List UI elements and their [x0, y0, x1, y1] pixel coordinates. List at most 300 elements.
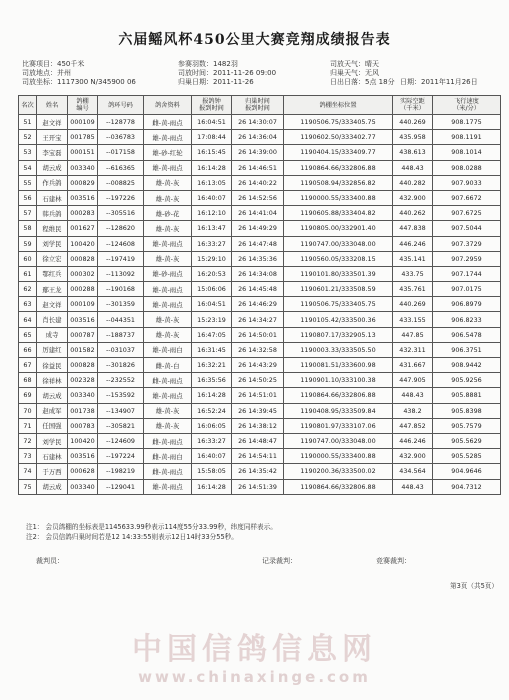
table-cell: 000783: [68, 418, 98, 433]
table-cell: 906.8233: [433, 312, 501, 327]
table-cell: 907.6725: [433, 206, 501, 221]
column-header: 鸽棚 编号: [68, 96, 98, 115]
table-cell: 赵文祥: [37, 115, 68, 130]
table-cell: 16:15:45: [192, 145, 232, 160]
table-cell: 907.1744: [433, 266, 501, 281]
table-cell: 26 14:52:56: [232, 190, 284, 205]
table-cell: 16:47:05: [192, 327, 232, 342]
table-cell: 68: [19, 373, 37, 388]
table-cell: 1190003.33/333505.50: [284, 342, 393, 357]
table-cell: 刘学民: [37, 236, 68, 251]
table-cell: 907.2959: [433, 251, 501, 266]
table-row: [19, 175, 501, 190]
column-header: 飞行速度 （米/分）: [433, 96, 501, 115]
table-cell: 003340: [68, 388, 98, 403]
table-cell: 16:32:21: [192, 358, 232, 373]
table-cell: 435.761: [393, 282, 433, 297]
table-cell: 448.43: [393, 388, 433, 403]
table-cell: 雄-黄-雨点: [144, 388, 192, 403]
table-cell: 000109: [68, 115, 98, 130]
table-cell: --616365: [98, 160, 144, 175]
table-row: [19, 358, 501, 373]
table-row: [19, 190, 501, 205]
table-cell: 雄-黄-灰: [144, 403, 192, 418]
table-cell: 16:14:28: [192, 388, 232, 403]
table-cell: 石建林: [37, 449, 68, 464]
table-cell: 905.7579: [433, 418, 501, 433]
meta-item: 司放时间：2011-11-26 09:00: [178, 69, 277, 77]
table-cell: 51: [19, 115, 37, 130]
table-cell: 432.900: [393, 190, 433, 205]
table-cell: 26 14:45:48: [232, 282, 284, 297]
table-cell: 26 14:35:36: [232, 251, 284, 266]
table-cell: 1190602.50/333402.77: [284, 130, 393, 145]
table-cell: 1190605.88/333404.82: [284, 206, 393, 221]
table-cell: 75: [19, 479, 37, 494]
table-cell: 001785: [68, 130, 98, 145]
table-cell: --128778: [98, 115, 144, 130]
table-cell: 16:14:28: [192, 479, 232, 494]
table-cell: 448.43: [393, 160, 433, 175]
table-cell: 雌-黄-白: [144, 358, 192, 373]
table-cell: --301826: [98, 358, 144, 373]
table-cell: 000109: [68, 297, 98, 312]
table-cell: 907.9033: [433, 175, 501, 190]
table-cell: 26 14:49:29: [232, 221, 284, 236]
table-cell: 徐祥林: [37, 373, 68, 388]
table-cell: 63: [19, 297, 37, 312]
table-cell: 1190807.17/332905.13: [284, 327, 393, 342]
table-cell: --134907: [98, 403, 144, 418]
table-cell: --198219: [98, 464, 144, 479]
table-cell: 16:04:51: [192, 115, 232, 130]
table-cell: 16:14:28: [192, 160, 232, 175]
table-cell: 雄-砂-红轮: [144, 145, 192, 160]
table-cell: 908.9442: [433, 358, 501, 373]
table-cell: 赵成军: [37, 403, 68, 418]
table-cell: 26 14:51:39: [232, 479, 284, 494]
results-table: [18, 95, 501, 495]
table-cell: 54: [19, 160, 37, 175]
table-cell: 000829: [68, 175, 98, 190]
table-cell: 70: [19, 403, 37, 418]
meta-item: 司放坐标：1117300 N/345900 06: [22, 78, 136, 86]
table-cell: 446.246: [393, 236, 433, 251]
table-row: [19, 327, 501, 342]
table-cell: 002328: [68, 373, 98, 388]
table-row: [19, 236, 501, 251]
table-cell: --153592: [98, 388, 144, 403]
table-cell: 907.6672: [433, 190, 501, 205]
table-row: [19, 145, 501, 160]
table-cell: --129041: [98, 479, 144, 494]
table-cell: 72: [19, 433, 37, 448]
table-cell: 15:06:06: [192, 282, 232, 297]
meta-item: 司放天气：晴天: [330, 60, 379, 68]
table-cell: 62: [19, 282, 37, 297]
table-cell: 徐立宏: [37, 251, 68, 266]
meta-col-3: [330, 60, 395, 87]
table-cell: 胡云成: [37, 160, 68, 175]
table-cell: 447.852: [393, 418, 433, 433]
table-cell: 15:58:05: [192, 464, 232, 479]
meta-col-2: [178, 60, 276, 87]
table-cell: 000302: [68, 266, 98, 281]
table-cell: 003516: [68, 312, 98, 327]
table-cell: 74: [19, 464, 37, 479]
table-cell: 432.900: [393, 449, 433, 464]
watermark-url: www.chinaxinge.com: [138, 668, 371, 686]
table-cell: 003340: [68, 479, 98, 494]
column-header: 归巢时间 报到时间: [232, 96, 284, 115]
column-header: 名次: [19, 96, 37, 115]
table-cell: 雄-黄-灰: [144, 251, 192, 266]
table-cell: 440.262: [393, 206, 433, 221]
table-cell: 刘学民: [37, 433, 68, 448]
table-cell: 447.85: [393, 327, 433, 342]
table-cell: --036783: [98, 130, 144, 145]
table-cell: 26 14:46:51: [232, 160, 284, 175]
table-cell: 100420: [68, 236, 98, 251]
table-cell: 雄-黄-灰: [144, 418, 192, 433]
table-cell: 26 14:48:47: [232, 433, 284, 448]
column-header: 鸽环号码: [98, 96, 144, 115]
table-cell: 26 14:54:11: [232, 449, 284, 464]
table-cell: 000787: [68, 327, 98, 342]
column-header: 姓名: [37, 96, 68, 115]
meta-item: 参赛羽数：1482羽: [178, 60, 238, 68]
table-cell: 16:40:07: [192, 449, 232, 464]
table-cell: 26 14:34:27: [232, 312, 284, 327]
table-cell: 003516: [68, 449, 98, 464]
table-cell: 鄢王龙: [37, 282, 68, 297]
table-cell: 1190864.66/332806.88: [284, 160, 393, 175]
table-cell: 64: [19, 312, 37, 327]
table-cell: 52: [19, 130, 37, 145]
table-cell: 907.3729: [433, 236, 501, 251]
table-cell: 26 14:47:48: [232, 236, 284, 251]
table-cell: 000151: [68, 145, 98, 160]
table-cell: 66: [19, 342, 37, 357]
table-cell: 雄-黄-雨点: [144, 160, 192, 175]
table-cell: 雄-黄-灰: [144, 190, 192, 205]
table-cell: 16:06:05: [192, 418, 232, 433]
table-cell: 26 14:38:12: [232, 418, 284, 433]
table-cell: 1190864.66/332806.88: [284, 388, 393, 403]
table-cell: 53: [19, 145, 37, 160]
table-cell: 906.3751: [433, 342, 501, 357]
table-row: [19, 282, 501, 297]
table-cell: 雄-黄-雨点: [144, 479, 192, 494]
table-cell: 26 14:51:01: [232, 388, 284, 403]
meta-col-1: [22, 60, 136, 87]
table-cell: 成寺: [37, 327, 68, 342]
table-cell: 石建林: [37, 190, 68, 205]
table-cell: 26 14:41:04: [232, 206, 284, 221]
table-cell: --008825: [98, 175, 144, 190]
table-cell: 440.269: [393, 115, 433, 130]
table-cell: 1190200.36/333500.02: [284, 464, 393, 479]
table-row: [19, 403, 501, 418]
table-cell: 000828: [68, 251, 98, 266]
note-2: 注2： 会员信鸽归巢时间若是12 14:33:55则表示12日14时33分55秒。: [26, 533, 238, 541]
table-cell: 1190560.05/333208.15: [284, 251, 393, 266]
table-cell: 王开宝: [37, 130, 68, 145]
table-cell: 胡云成: [37, 388, 68, 403]
table-row: [19, 342, 501, 357]
table-cell: 雄-黄-灰: [144, 327, 192, 342]
table-cell: --044351: [98, 312, 144, 327]
table-cell: 69: [19, 388, 37, 403]
table-row: [19, 266, 501, 281]
column-header: 报鸽钟 报到时间: [192, 96, 232, 115]
table-row: [19, 418, 501, 433]
table-cell: 雌-黄-雨点: [144, 433, 192, 448]
table-cell: 鄂红兵: [37, 266, 68, 281]
table-cell: 26 14:30:07: [232, 115, 284, 130]
table-cell: 26 14:43:29: [232, 358, 284, 373]
report-title: 六届鳐风杯450公里大赛竞翔成绩报告表: [118, 32, 391, 48]
table-cell: 907.5044: [433, 221, 501, 236]
table-cell: 71: [19, 418, 37, 433]
table-cell: 438.2: [393, 403, 433, 418]
table-cell: 58: [19, 221, 37, 236]
table-cell: 胡云成: [37, 479, 68, 494]
table-cell: 1190508.94/332856.82: [284, 175, 393, 190]
table-cell: 雄-黄-雨点: [144, 297, 192, 312]
table-cell: 26 14:39:00: [232, 145, 284, 160]
table-cell: --188737: [98, 327, 144, 342]
table-cell: 1190601.21/333508.59: [284, 282, 393, 297]
table-row: [19, 297, 501, 312]
report-date: 日期：2011年11月26日: [400, 78, 478, 86]
table-cell: 440.269: [393, 297, 433, 312]
table-cell: 1190805.00/332901.40: [284, 221, 393, 236]
table-cell: 57: [19, 206, 37, 221]
table-cell: 905.5629: [433, 433, 501, 448]
page-number: 第3页（共5页）: [450, 582, 498, 590]
table-cell: 雄-黄-雨点: [144, 282, 192, 297]
table-cell: 1190105.42/333500.36: [284, 312, 393, 327]
table-cell: 000283: [68, 206, 98, 221]
table-cell: --301359: [98, 297, 144, 312]
table-cell: 16:20:53: [192, 266, 232, 281]
table-cell: 1190901.10/333100.38: [284, 373, 393, 388]
table-cell: --197226: [98, 190, 144, 205]
table-cell: --124609: [98, 433, 144, 448]
meta-item: 比赛项目：450千米: [22, 60, 85, 68]
table-cell: 16:04:51: [192, 297, 232, 312]
table-cell: 435.141: [393, 251, 433, 266]
table-row: [19, 206, 501, 221]
table-cell: 1190000.55/333400.88: [284, 449, 393, 464]
table-cell: --017158: [98, 145, 144, 160]
table-cell: 16:40:07: [192, 190, 232, 205]
table-cell: 000628: [68, 464, 98, 479]
table-cell: 59: [19, 236, 37, 251]
table-cell: 雄-砂-雨点: [144, 266, 192, 281]
table-cell: 16:52:24: [192, 403, 232, 418]
table-cell: 908.0288: [433, 160, 501, 175]
table-cell: 徐益民: [37, 358, 68, 373]
table-row: [19, 433, 501, 448]
table-cell: 1190506.75/333405.75: [284, 115, 393, 130]
table-row: [19, 221, 501, 236]
table-cell: 26 14:39:45: [232, 403, 284, 418]
table-cell: --031037: [98, 342, 144, 357]
table-cell: 60: [19, 251, 37, 266]
table-row: [19, 130, 501, 145]
table-cell: 程维民: [37, 221, 68, 236]
table-cell: 908.1775: [433, 115, 501, 130]
table-cell: 15:23:19: [192, 312, 232, 327]
table-cell: 65: [19, 327, 37, 342]
table-cell: 17:08:44: [192, 130, 232, 145]
table-cell: 26 14:34:08: [232, 266, 284, 281]
table-cell: 433.155: [393, 312, 433, 327]
table-cell: 26 14:50:01: [232, 327, 284, 342]
table-cell: 001627: [68, 221, 98, 236]
column-header: 鸽舍资料: [144, 96, 192, 115]
table-cell: 000288: [68, 282, 98, 297]
table-cell: 1190747.00/333048.00: [284, 433, 393, 448]
table-cell: 26 14:36:04: [232, 130, 284, 145]
table-cell: 56: [19, 190, 37, 205]
table-cell: 26 14:32:58: [232, 342, 284, 357]
meta-item: 归巢日期：2011-11-26: [178, 78, 254, 86]
table-cell: 1190000.55/333400.88: [284, 190, 393, 205]
table-row: [19, 251, 501, 266]
table-cell: 908.1014: [433, 145, 501, 160]
note-1: 注1： 会员鸽棚的坐标表是1145633.99秒表示114度55分33.99秒，纬度同样表示。: [26, 523, 277, 531]
table-row: [19, 115, 501, 130]
table-cell: 厉建红: [37, 342, 68, 357]
table-cell: 438.613: [393, 145, 433, 160]
table-cell: 003516: [68, 190, 98, 205]
table-cell: 001738: [68, 403, 98, 418]
table-cell: --113092: [98, 266, 144, 281]
table-cell: 1190081.51/333600.98: [284, 358, 393, 373]
table-cell: 61: [19, 266, 37, 281]
table-cell: 003340: [68, 160, 98, 175]
table-row: [19, 464, 501, 479]
table-cell: 16:13:47: [192, 221, 232, 236]
table-row: [19, 388, 501, 403]
table-cell: 905.5285: [433, 449, 501, 464]
table-cell: 904.9646: [433, 464, 501, 479]
table-cell: 908.1191: [433, 130, 501, 145]
table-cell: 雌-黄-雨白: [144, 449, 192, 464]
table-row: [19, 312, 501, 327]
table-cell: 雄-黄-灰: [144, 312, 192, 327]
table-cell: 1190747.00/333048.00: [284, 236, 393, 251]
table-cell: 906.5478: [433, 327, 501, 342]
table-row: [19, 449, 501, 464]
signature-competition-referee: 竞赛裁判：: [376, 557, 411, 565]
table-cell: 1190506.75/333405.75: [284, 297, 393, 312]
table-cell: 434.564: [393, 464, 433, 479]
table-cell: 905.8398: [433, 403, 501, 418]
table-cell: 1190864.66/332806.88: [284, 479, 393, 494]
table-cell: 肖长建: [37, 312, 68, 327]
table-cell: 1190101.80/333501.39: [284, 266, 393, 281]
table-cell: --305821: [98, 418, 144, 433]
table-row: [19, 373, 501, 388]
table-row: [19, 479, 501, 494]
table-cell: --197224: [98, 449, 144, 464]
table-cell: 000828: [68, 358, 98, 373]
table-cell: 447.838: [393, 221, 433, 236]
column-header: 鸽棚坐标位置: [284, 96, 393, 115]
table-cell: 雌-黄-雨点: [144, 373, 192, 388]
table-cell: 1190404.15/333409.77: [284, 145, 393, 160]
meta-item: 司放地点：并州: [22, 69, 71, 77]
table-cell: 100420: [68, 433, 98, 448]
signature-record-referee: 记录裁判：: [262, 557, 297, 565]
table-cell: 雄-砂-花: [144, 206, 192, 221]
table-cell: 16:35:56: [192, 373, 232, 388]
meta-item: 日出日落：5点 18分: [330, 78, 395, 86]
table-cell: 任国强: [37, 418, 68, 433]
table-cell: 55: [19, 175, 37, 190]
table-cell: 15:29:10: [192, 251, 232, 266]
table-cell: 16:31:45: [192, 342, 232, 357]
table-cell: 26 14:46:29: [232, 297, 284, 312]
table-cell: 001582: [68, 342, 98, 357]
table-cell: 905.9256: [433, 373, 501, 388]
table-cell: --124608: [98, 236, 144, 251]
table-cell: 赵文祥: [37, 297, 68, 312]
table-cell: 906.8979: [433, 297, 501, 312]
table-cell: --197419: [98, 251, 144, 266]
table-row: [19, 160, 501, 175]
table-cell: 雄-黄-雨白: [144, 342, 192, 357]
table-cell: 1190801.97/333107.06: [284, 418, 393, 433]
table-cell: 432.311: [393, 342, 433, 357]
table-cell: 431.667: [393, 358, 433, 373]
table-cell: 904.7312: [433, 479, 501, 494]
table-cell: 李宝磊: [37, 145, 68, 160]
column-header: 实际空距 （千米）: [393, 96, 433, 115]
table-cell: 韩兵鸽: [37, 206, 68, 221]
table-cell: 16:33:27: [192, 433, 232, 448]
table-cell: 26 14:50:25: [232, 373, 284, 388]
table-cell: 雄-黄-灰: [144, 221, 192, 236]
table-cell: 907.0175: [433, 282, 501, 297]
table-cell: 73: [19, 449, 37, 464]
table-body: [19, 115, 501, 495]
table-cell: 作兵鸽: [37, 175, 68, 190]
table-cell: --305516: [98, 206, 144, 221]
table-cell: 雄-黄-雨点: [144, 130, 192, 145]
table-cell: --128620: [98, 221, 144, 236]
table-cell: 448.43: [393, 479, 433, 494]
table-cell: 446.246: [393, 433, 433, 448]
table-cell: 雌-黄-雨点: [144, 115, 192, 130]
table-cell: 433.75: [393, 266, 433, 281]
table-cell: --190168: [98, 282, 144, 297]
table-cell: 67: [19, 358, 37, 373]
table-cell: 26 14:40:22: [232, 175, 284, 190]
table-cell: 435.958: [393, 130, 433, 145]
table-cell: 雌-黄-雨点: [144, 464, 192, 479]
table-cell: --232552: [98, 373, 144, 388]
table-header-row: [19, 96, 501, 115]
table-cell: 1190408.95/333509.84: [284, 403, 393, 418]
table-cell: 16:33:27: [192, 236, 232, 251]
table-cell: 26 14:35:42: [232, 464, 284, 479]
table-cell: 16:13:05: [192, 175, 232, 190]
